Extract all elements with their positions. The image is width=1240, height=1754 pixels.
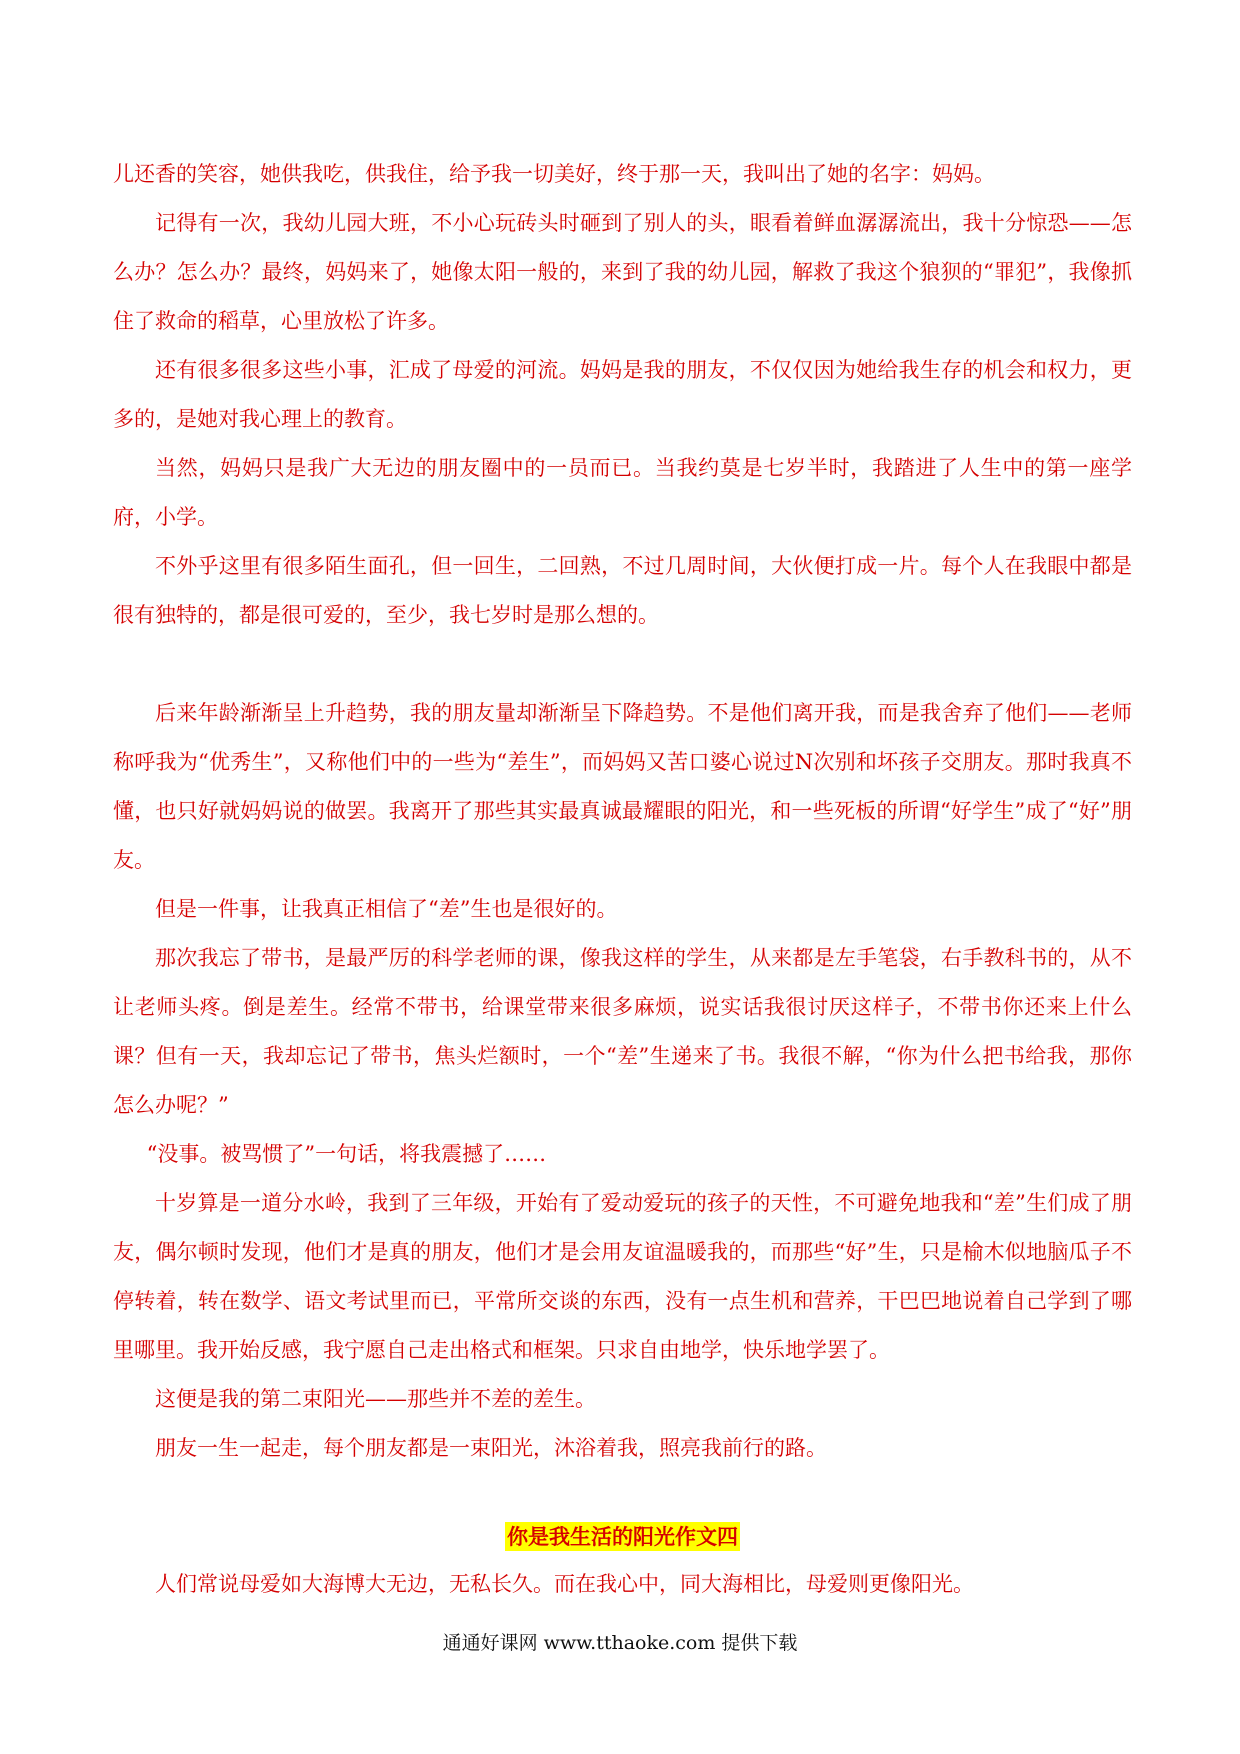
paragraph-second-sunshine: 这便是我的第二束阳光——那些并不差的差生。 (155, 1387, 596, 1411)
paragraph-turning-point: 但是一件事，让我真正相信了“差”生也是很好的。 (155, 897, 618, 921)
paragraph-age-ten: 十岁算是一道分水岭，我到了三年级，开始有了爱动爱玩的孩子的天性，不可避免地我和“差”生们成了朋友，偶尔顿时发现，他们才是真的朋友，他们才是会用友谊温暖我的，而那些“好”生，只是榆木似地脑瓜子不停转着，转在数学、语文考试里而已，平常所交谈的东西，没有一点生机和营养，干巴巴地说着自己学到了哪里哪里。我开始反感，我宁愿自己走出格式和框架。只求自由地学，快乐地学罢了。 (113, 1191, 1132, 1362)
paragraph-gap (113, 640, 1132, 689)
section-title-text: 你是我生活的阳光作文四 (507, 1524, 738, 1549)
section-gap (113, 1473, 1132, 1511)
paragraph-continuation: 儿还香的笑容，她供我吃，供我住，给予我一切美好，终于那一天，我叫出了她的名字：妈妈。 (113, 162, 995, 186)
page-footer: 通通好课网 www.tthaoke.com 提供下载 (442, 1632, 798, 1654)
section-title (113, 1511, 1132, 1560)
paragraph-growing-up: 后来年龄渐渐呈上升趋势，我的朋友量却渐渐呈下降趋势。不是他们离开我，而是我舍弃了他们——老师称呼我为“优秀生”，又称他们中的一些为“差生”，而妈妈又苦口婆心说过N次别和坏孩子交朋友。那时我真不懂，也只好就妈妈说的做罢。我离开了那些其实最真诚最耀眼的阳光，和一些死板的所谓“好学生”成了“好”朋友。 (113, 701, 1132, 872)
paragraph-primary-school: 当然，妈妈只是我广大无边的朋友圈中的一员而已。当我约莫是七岁半时，我踏进了人生中的第一座学府，小学。 (113, 456, 1132, 529)
paragraph-forgot-book: 那次我忘了带书，是最严厉的科学老师的课，像我这样的学生，从来都是左手笔袋，右手教科书的，从不让老师头疼。倒是差生。经常不带书，给课堂带来很多麻烦，说实话我很讨厌这样子，不带书你还来上什么课？但有一天，我却忘记了带书，焦头烂额时，一个“差”生递来了书。我很不解，“你为什么把书给我，那你怎么办呢？” (113, 946, 1132, 1117)
paragraph-intro: 人们常说母爱如大海博大无边，无私长久。而在我心中，同大海相比，母爱则更像阳光。 (155, 1572, 974, 1596)
paragraph-new-friends: 不外乎这里有很多陌生面孔，但一回生，二回熟，不过几周时间，大伙便打成一片。每个人在我眼中都是很有独特的，都是很可爱的，至少，我七岁时是那么想的。 (113, 554, 1132, 627)
paragraph-mother-love-river: 还有很多很多这些小事，汇成了母爱的河流。妈妈是我的朋友，不仅仅因为她给我生存的机会和权力，更多的，是她对我心理上的教育。 (113, 358, 1132, 431)
paragraph-kindergarten: 记得有一次，我幼儿园大班，不小心玩砖头时砸到了别人的头，眼看着鲜血潺潺流出，我十分惊恐——怎么办？怎么办？最终，妈妈来了，她像太阳一般的，来到了我的幼儿园，解救了我这个狼狈的“罪犯”，我像抓住了救命的稻草，心里放松了许多。 (113, 211, 1132, 333)
paragraph-friends-sunshine: 朋友一生一起走，每个朋友都是一束阳光，沐浴着我，照亮我前行的路。 (155, 1436, 827, 1460)
paragraph-quote: “没事。被骂惯了”一句话，将我震撼了…… (146, 1142, 547, 1166)
